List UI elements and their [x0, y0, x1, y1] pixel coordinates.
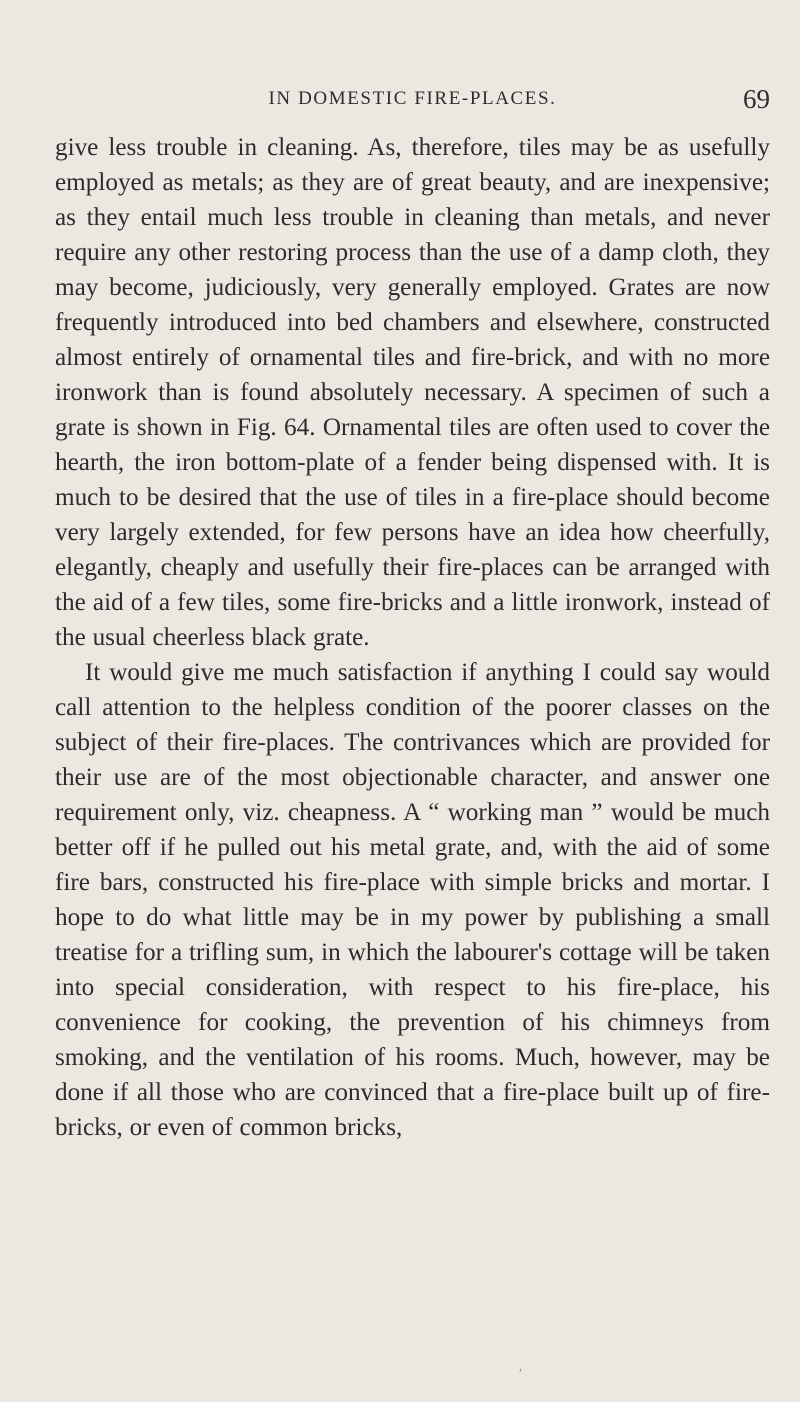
- page-number: 69: [743, 84, 770, 114]
- running-title: IN DOMESTIC FIRE-PLACES.: [268, 88, 557, 109]
- paragraph-tiles: give less trouble in cleaning. As, therefore, tiles may be as usefully employed as metals; as they are of great beauty, and are inexpensive; as they entail much less trouble in cleaning than metals, and never require any other restoring process than the use of a damp cloth, they may become, judiciously, very generally employed. Grates are now frequently introduced into bed chambers and elsewhere, constructed almost entirely of ornamental tiles and fire-brick, and with no more ironwork than is found absolutely necessary. A specimen of such a grate is shown in Fig. 64. Ornamental tiles are often used to cover the hearth, the iron bottom-plate of a fender being dispensed with. It is much to be desired that the use of tiles in a fire-place should become very largely extended, for few persons have an idea how cheerfully, elegantly, cheaply and usefully their fire-places can be arranged with the aid of a few tiles, some fire-bricks and a little ironwork, instead of the usual cheerless black grate.: [55, 134, 770, 651]
- print-speck: ′: [519, 1367, 523, 1382]
- paragraph-poorer-classes: It would give me much satisfaction if anything I could say would call attention to the helpless condition of the poorer classes on the subject of their fire-places. The contrivances which are provided for their use are of the most objectionable character, and answer one requirement only, viz. cheapness. A “ working man ” would be much better off if he pulled out his metal grate, and, with the aid of some fire bars, constructed his fire-place with simple bricks and mortar. I hope to do what little may be in my power by publishing a small treatise for a trifling sum, in which the labourer's cottage will be taken into special consideration, with respect to his fire-place, his convenience for cooking, the prevention of his chimneys from smoking, and the ventilation of his rooms. Much, however, may be done if all those who are convinced that a fire-place built up of fire-bricks, or even of common bricks,: [55, 659, 770, 1141]
- body-text: [55, 130, 770, 1145]
- running-head: [55, 84, 770, 118]
